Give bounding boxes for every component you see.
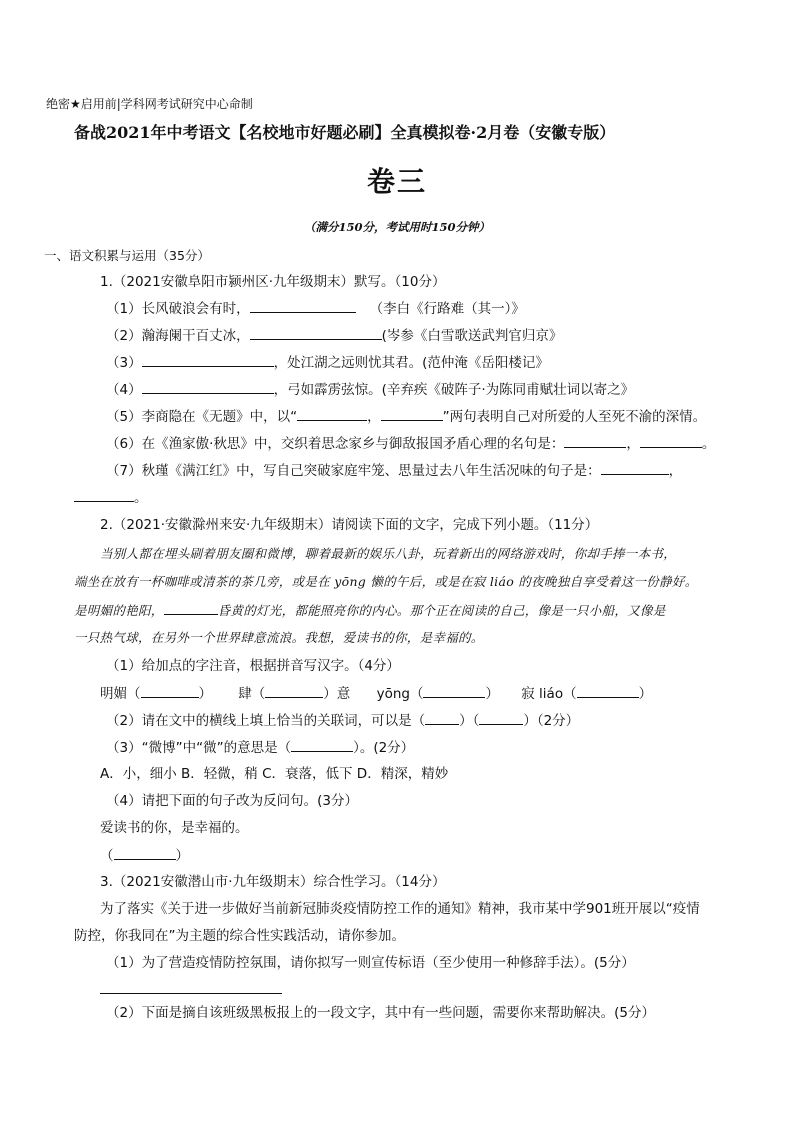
paper-subtitle: 卷三 bbox=[366, 165, 427, 198]
answer-blank[interactable] bbox=[250, 299, 356, 313]
q3-intro-line-2: 防控，你我同在”为主题的综合性实践活动，请你参加。 bbox=[74, 928, 405, 944]
q2-sub-1: （1）给加点的字注音，根据拼音写汉字。（4分） bbox=[106, 658, 400, 674]
q1-item-7-text: （7）秋瑾《满江红》中，写自己突破家庭牢笼、思量过去八年生活况味的句子是： bbox=[106, 463, 601, 479]
q1-item-5-tail: ”两句表明自己对所爱的人至死不渝的深情。 bbox=[442, 409, 707, 425]
period: 。 bbox=[134, 490, 148, 506]
answer-blank[interactable] bbox=[640, 434, 702, 448]
confidential-note: 绝密★启用前|学科网考试研究中心命制 bbox=[46, 97, 253, 111]
q1-item-7-cont bbox=[74, 488, 148, 507]
q2-sub-3-options: A．小，细小 B．轻微，稍 C．衰落，低下 D．精深，精妙 bbox=[100, 766, 449, 782]
answer-blank[interactable] bbox=[291, 738, 353, 752]
passage-line-2: 端坐在放有一杯咖啡或清茶的茶几旁，或是在 yōng 懒的午后，或是在寂 liáo 的夜晚独自享受着这一份静好。 bbox=[74, 574, 698, 589]
answer-blank[interactable] bbox=[577, 684, 639, 698]
q1-item-7 bbox=[106, 461, 682, 480]
q3-intro-line-1: 为了落实《关于进一步做好当前新冠肺炎疫情防控工作的通知》精神，我市某中学901班开展以“疫情 bbox=[100, 901, 700, 917]
q3-sub-1: （1）为了营造疫情防控氛围，请你拟写一则宣传标语（至少使用一种修辞手法）。(5分） bbox=[106, 955, 635, 971]
comma: ， bbox=[626, 436, 640, 452]
passage-line-3-b: 昏黄的灯光，都能照亮你的内心。那个正在阅读的自己，像是一只小船，又像是 bbox=[217, 603, 666, 618]
q1-item-3 bbox=[106, 353, 549, 372]
period: 。 bbox=[701, 436, 716, 452]
q1-item-1-text: （1）长风破浪会有时， bbox=[106, 301, 250, 317]
q1-item-4 bbox=[106, 380, 634, 399]
comma: ， bbox=[367, 409, 381, 425]
q2-sub-4-sentence: 爱读书的你，是幸福的。 bbox=[100, 820, 249, 836]
q1-item-5-text: （5）李商隐在《无题》中，以“ bbox=[106, 409, 298, 425]
answer-blank[interactable] bbox=[425, 711, 459, 725]
comma: ， bbox=[668, 463, 683, 479]
q1-item-2-text: （2）瀚海阑干百丈冰， bbox=[106, 328, 250, 344]
q1-item-6-text: （6）在《渔家傲·秋思》中，交织着思念家乡与御敌报国矛盾心理的名句是： bbox=[106, 436, 565, 452]
answer-blank[interactable] bbox=[164, 601, 218, 615]
passage-line-3-a: 是明媚的艳阳， bbox=[74, 603, 164, 618]
answer-line[interactable] bbox=[100, 993, 282, 994]
q1-item-1-source: （李白《行路难（其一）》 bbox=[369, 301, 525, 317]
q2-sub-3: （3）“微博”中“微”的意思是（ ）。(2分） bbox=[106, 740, 415, 756]
answer-blank[interactable] bbox=[479, 711, 523, 725]
passage-line-4: 一只热气球，在另外一个世界肆意流浪。我想，爱读书的你，是幸福的。 bbox=[74, 630, 484, 645]
q2-sub-2: （2）请在文中的横线上填上恰当的关联词，可以是（ ）（ ）（2分） bbox=[106, 713, 580, 729]
q1-item-5 bbox=[106, 407, 706, 426]
answer-blank[interactable] bbox=[74, 488, 134, 502]
answer-blank[interactable] bbox=[381, 407, 443, 421]
answer-blank[interactable] bbox=[297, 407, 367, 421]
answer-blank[interactable] bbox=[141, 684, 199, 698]
item-yong: yōng（ bbox=[376, 686, 424, 702]
question-1-stem: 1.（2021安徽阜阳市颍州区·九年级期末）默写。（10分） bbox=[100, 274, 446, 290]
q1-item-4-source: ，弓如霹雳弦惊。(辛弃疾《破阵子·为陈同甫赋壮词以寄之》 bbox=[273, 382, 635, 398]
item-mingmei: 明媚（ bbox=[100, 686, 141, 702]
answer-blank[interactable] bbox=[423, 684, 485, 698]
q1-item-2 bbox=[106, 326, 562, 345]
q1-item-3-text: （3） bbox=[106, 355, 142, 371]
question-3-stem: 3.（2021安徽潜山市·九年级期末）综合性学习。（14分） bbox=[100, 874, 446, 890]
q2-sub-2-text: （2）请在文中的横线上填上恰当的关联词，可以是（ bbox=[106, 713, 426, 729]
answer-blank[interactable] bbox=[265, 684, 323, 698]
q1-item-2-source: (岑参《白雪歌送武判官归京》 bbox=[381, 328, 563, 344]
passage-line-3 bbox=[74, 601, 666, 620]
exam-title: 备战2021年中考语文【名校地市好题必刷】全真模拟卷·2月卷（安徽专版） bbox=[74, 123, 616, 142]
answer-blank[interactable] bbox=[564, 434, 626, 448]
passage-line-1: 当别人都在埋头刷着朋友圈和微博，聊着最新的娱乐八卦，玩着新出的网络游戏时，你却手捧一本书， bbox=[100, 546, 677, 561]
q2-sub-3-text: （3）“微博”中“微”的意思是（ bbox=[106, 740, 292, 756]
q1-item-3-source: ，处江湖之远则忧其君。(范仲淹《岳阳楼记》 bbox=[273, 355, 549, 371]
q3-sub-2: （2）下面是摘自该班级黑板报上的一段文字，其中有一些问题，需要你来帮助解决。(5分） bbox=[106, 1005, 655, 1021]
score-info: （满分150分，考试用时150分钟） bbox=[303, 220, 490, 234]
q1-item-4-text: （4） bbox=[106, 382, 142, 398]
question-2-stem: 2.（2021·安徽滁州来安·九年级期末）请阅读下面的文字，完成下列小题。（11分） bbox=[100, 517, 599, 533]
answer-blank[interactable] bbox=[601, 461, 669, 475]
q2-sub-4-answer: （ ） bbox=[100, 848, 189, 864]
answer-blank[interactable] bbox=[114, 846, 176, 860]
q1-item-6 bbox=[106, 434, 715, 453]
q2-sub-1-items: 明媚（ ） 肆（ ）意 yōng（ ） 寂 liáo（ ） bbox=[100, 686, 653, 702]
answer-blank[interactable] bbox=[250, 326, 382, 340]
answer-blank[interactable] bbox=[142, 353, 274, 367]
q1-item-1 bbox=[106, 299, 525, 318]
section-heading: 一、语文积累与运用（35分） bbox=[44, 248, 210, 263]
answer-blank[interactable] bbox=[142, 380, 274, 394]
q2-sub-4: （4）请把下面的句子改为反问句。(3分） bbox=[106, 793, 358, 809]
item-liao: 寂 liáo（ bbox=[521, 686, 577, 702]
item-si: 肆（ bbox=[238, 686, 266, 702]
